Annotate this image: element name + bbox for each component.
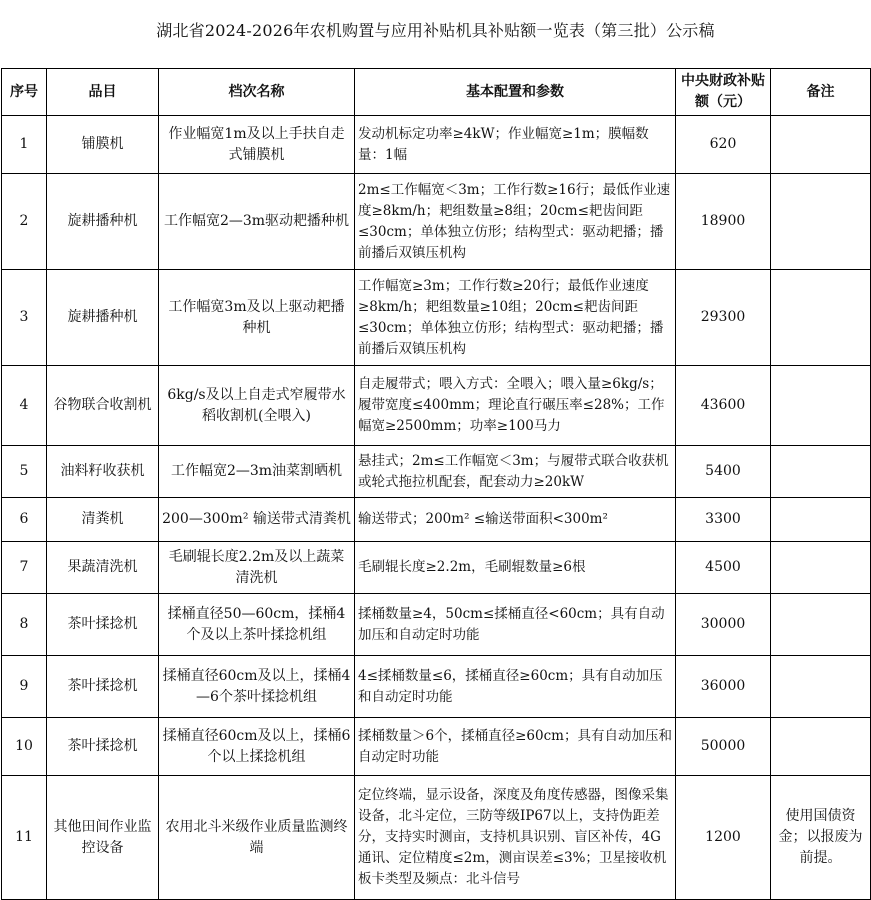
cell-item: 茶叶揉捻机 <box>47 656 159 718</box>
cell-no: 8 <box>2 594 47 656</box>
page-title: 湖北省2024-2026年农机购置与应用补贴机具补贴额一览表（第三批）公示稿 <box>156 21 715 40</box>
header-params: 基本配置和参数 <box>355 69 676 116</box>
cell-grade: 揉桶直径60cm及以上，揉桶6个以上揉捻机组 <box>159 718 355 776</box>
cell-no: 1 <box>2 116 47 174</box>
cell-grade: 揉桶直径50—60cm，揉桶4个及以上茶叶揉捻机组 <box>159 594 355 656</box>
table-row <box>2 594 871 656</box>
cell-subsidy: 18900 <box>676 174 771 270</box>
table-row <box>2 656 871 718</box>
cell-params: 发动机标定功率≥4kW；作业幅宽≥1m；膜幅数量：1幅 <box>355 116 676 174</box>
cell-item: 清粪机 <box>47 498 159 542</box>
cell-subsidy: 5400 <box>676 446 771 498</box>
cell-item: 茶叶揉捻机 <box>47 718 159 776</box>
table-row <box>2 718 871 776</box>
cell-subsidy: 4500 <box>676 542 771 594</box>
cell-note <box>771 446 871 498</box>
header-no: 序号 <box>2 69 47 116</box>
cell-params: 工作幅宽≥3m；工作行数≥20行；最低作业速度≥8km/h；耙组数量≥10组；20cm≤耙齿间距≤30cm；单体独立仿形；结构型式：驱动耙播；播前播后双镇压机构 <box>355 270 676 366</box>
cell-params: 毛刷辊长度≥2.2m，毛刷辊数量≥6根 <box>355 542 676 594</box>
cell-no: 4 <box>2 366 47 446</box>
cell-item: 谷物联合收割机 <box>47 366 159 446</box>
cell-note <box>771 270 871 366</box>
cell-subsidy: 620 <box>676 116 771 174</box>
cell-no: 9 <box>2 656 47 718</box>
cell-note <box>771 594 871 656</box>
cell-no: 5 <box>2 446 47 498</box>
cell-params: 揉桶数量≥4，50cm≤揉桶直径<60cm；具有自动加压和自动定时功能 <box>355 594 676 656</box>
cell-params: 输送带式；200m² ≤输送带面积<300m² <box>355 498 676 542</box>
cell-subsidy: 43600 <box>676 366 771 446</box>
cell-params: 4≤揉桶数量≤6，揉桶直径≥60cm；具有自动加压和自动定时功能 <box>355 656 676 718</box>
cell-params: 悬挂式；2m≤工作幅宽＜3m；与履带式联合收获机或轮式拖拉机配套，配套动力≥20kW <box>355 446 676 498</box>
cell-item: 其他田间作业监控设备 <box>47 776 159 900</box>
cell-no: 10 <box>2 718 47 776</box>
table-row <box>2 498 871 542</box>
cell-note <box>771 542 871 594</box>
cell-grade: 6kg/s及以上自走式窄履带水稻收割机(全喂入) <box>159 366 355 446</box>
cell-subsidy: 50000 <box>676 718 771 776</box>
cell-grade: 毛刷辊长度2.2m及以上蔬菜清洗机 <box>159 542 355 594</box>
cell-subsidy: 29300 <box>676 270 771 366</box>
table-row <box>2 542 871 594</box>
table-row <box>2 366 871 446</box>
cell-item: 旋耕播种机 <box>47 270 159 366</box>
cell-grade: 揉桶直径60cm及以上，揉桶4—6个茶叶揉捻机组 <box>159 656 355 718</box>
cell-subsidy: 36000 <box>676 656 771 718</box>
header-subsidy: 中央财政补贴额（元） <box>676 69 771 116</box>
cell-item: 茶叶揉捻机 <box>47 594 159 656</box>
cell-no: 2 <box>2 174 47 270</box>
cell-note <box>771 366 871 446</box>
cell-subsidy: 1200 <box>676 776 771 900</box>
cell-item: 油料籽收获机 <box>47 446 159 498</box>
cell-grade: 农用北斗米级作业质量监测终端 <box>159 776 355 900</box>
table-row <box>2 776 871 900</box>
table-row <box>2 270 871 366</box>
cell-grade: 工作幅宽2—3m驱动耙播种机 <box>159 174 355 270</box>
cell-item: 果蔬清洗机 <box>47 542 159 594</box>
cell-subsidy: 30000 <box>676 594 771 656</box>
header-item: 品目 <box>47 69 159 116</box>
cell-item: 旋耕播种机 <box>47 174 159 270</box>
cell-grade: 作业幅宽1m及以上手扶自走式铺膜机 <box>159 116 355 174</box>
cell-grade: 工作幅宽2—3m油菜割晒机 <box>159 446 355 498</box>
table-row <box>2 446 871 498</box>
cell-note: 使用国债资金；以报废为前提。 <box>771 776 871 900</box>
cell-item: 铺膜机 <box>47 116 159 174</box>
cell-params: 2m≤工作幅宽＜3m；工作行数≥16行；最低作业速度≥8km/h；耙组数量≥8组；20cm≤耙齿间距≤30cm；单体独立仿形；结构型式：驱动耙播；播前播后双镇压机构 <box>355 174 676 270</box>
cell-note <box>771 116 871 174</box>
cell-no: 3 <box>2 270 47 366</box>
cell-note <box>771 718 871 776</box>
cell-subsidy: 3300 <box>676 498 771 542</box>
cell-grade: 工作幅宽3m及以上驱动耙播种机 <box>159 270 355 366</box>
cell-note <box>771 656 871 718</box>
subsidy-table <box>1 68 871 900</box>
cell-no: 11 <box>2 776 47 900</box>
header-note: 备注 <box>771 69 871 116</box>
table-row <box>2 116 871 174</box>
table-header-row <box>2 69 871 116</box>
cell-params: 自走履带式；喂入方式：全喂入；喂入量≥6kg/s；履带宽度≤400mm；理论直行碾压率≤28%；工作幅宽≥2500mm；功率≥100马力 <box>355 366 676 446</box>
table-row <box>2 174 871 270</box>
cell-no: 6 <box>2 498 47 542</box>
cell-params: 揉桶数量＞6个，揉桶直径≥60cm；具有自动加压和自动定时功能 <box>355 718 676 776</box>
cell-params: 定位终端，显示设备，深度及角度传感器，图像采集设备，北斗定位，三防等级IP67以上，支持伪距差分，支持实时测亩，支持机具识别、盲区补传，4G通讯、定位精度≤2m，测亩误差≤3%；卫星接收机板卡类型及频点：北斗信号 <box>355 776 676 900</box>
cell-no: 7 <box>2 542 47 594</box>
cell-note <box>771 498 871 542</box>
cell-note <box>771 174 871 270</box>
header-grade: 档次名称 <box>159 69 355 116</box>
cell-grade: 200—300m² 输送带式清粪机 <box>159 498 355 542</box>
